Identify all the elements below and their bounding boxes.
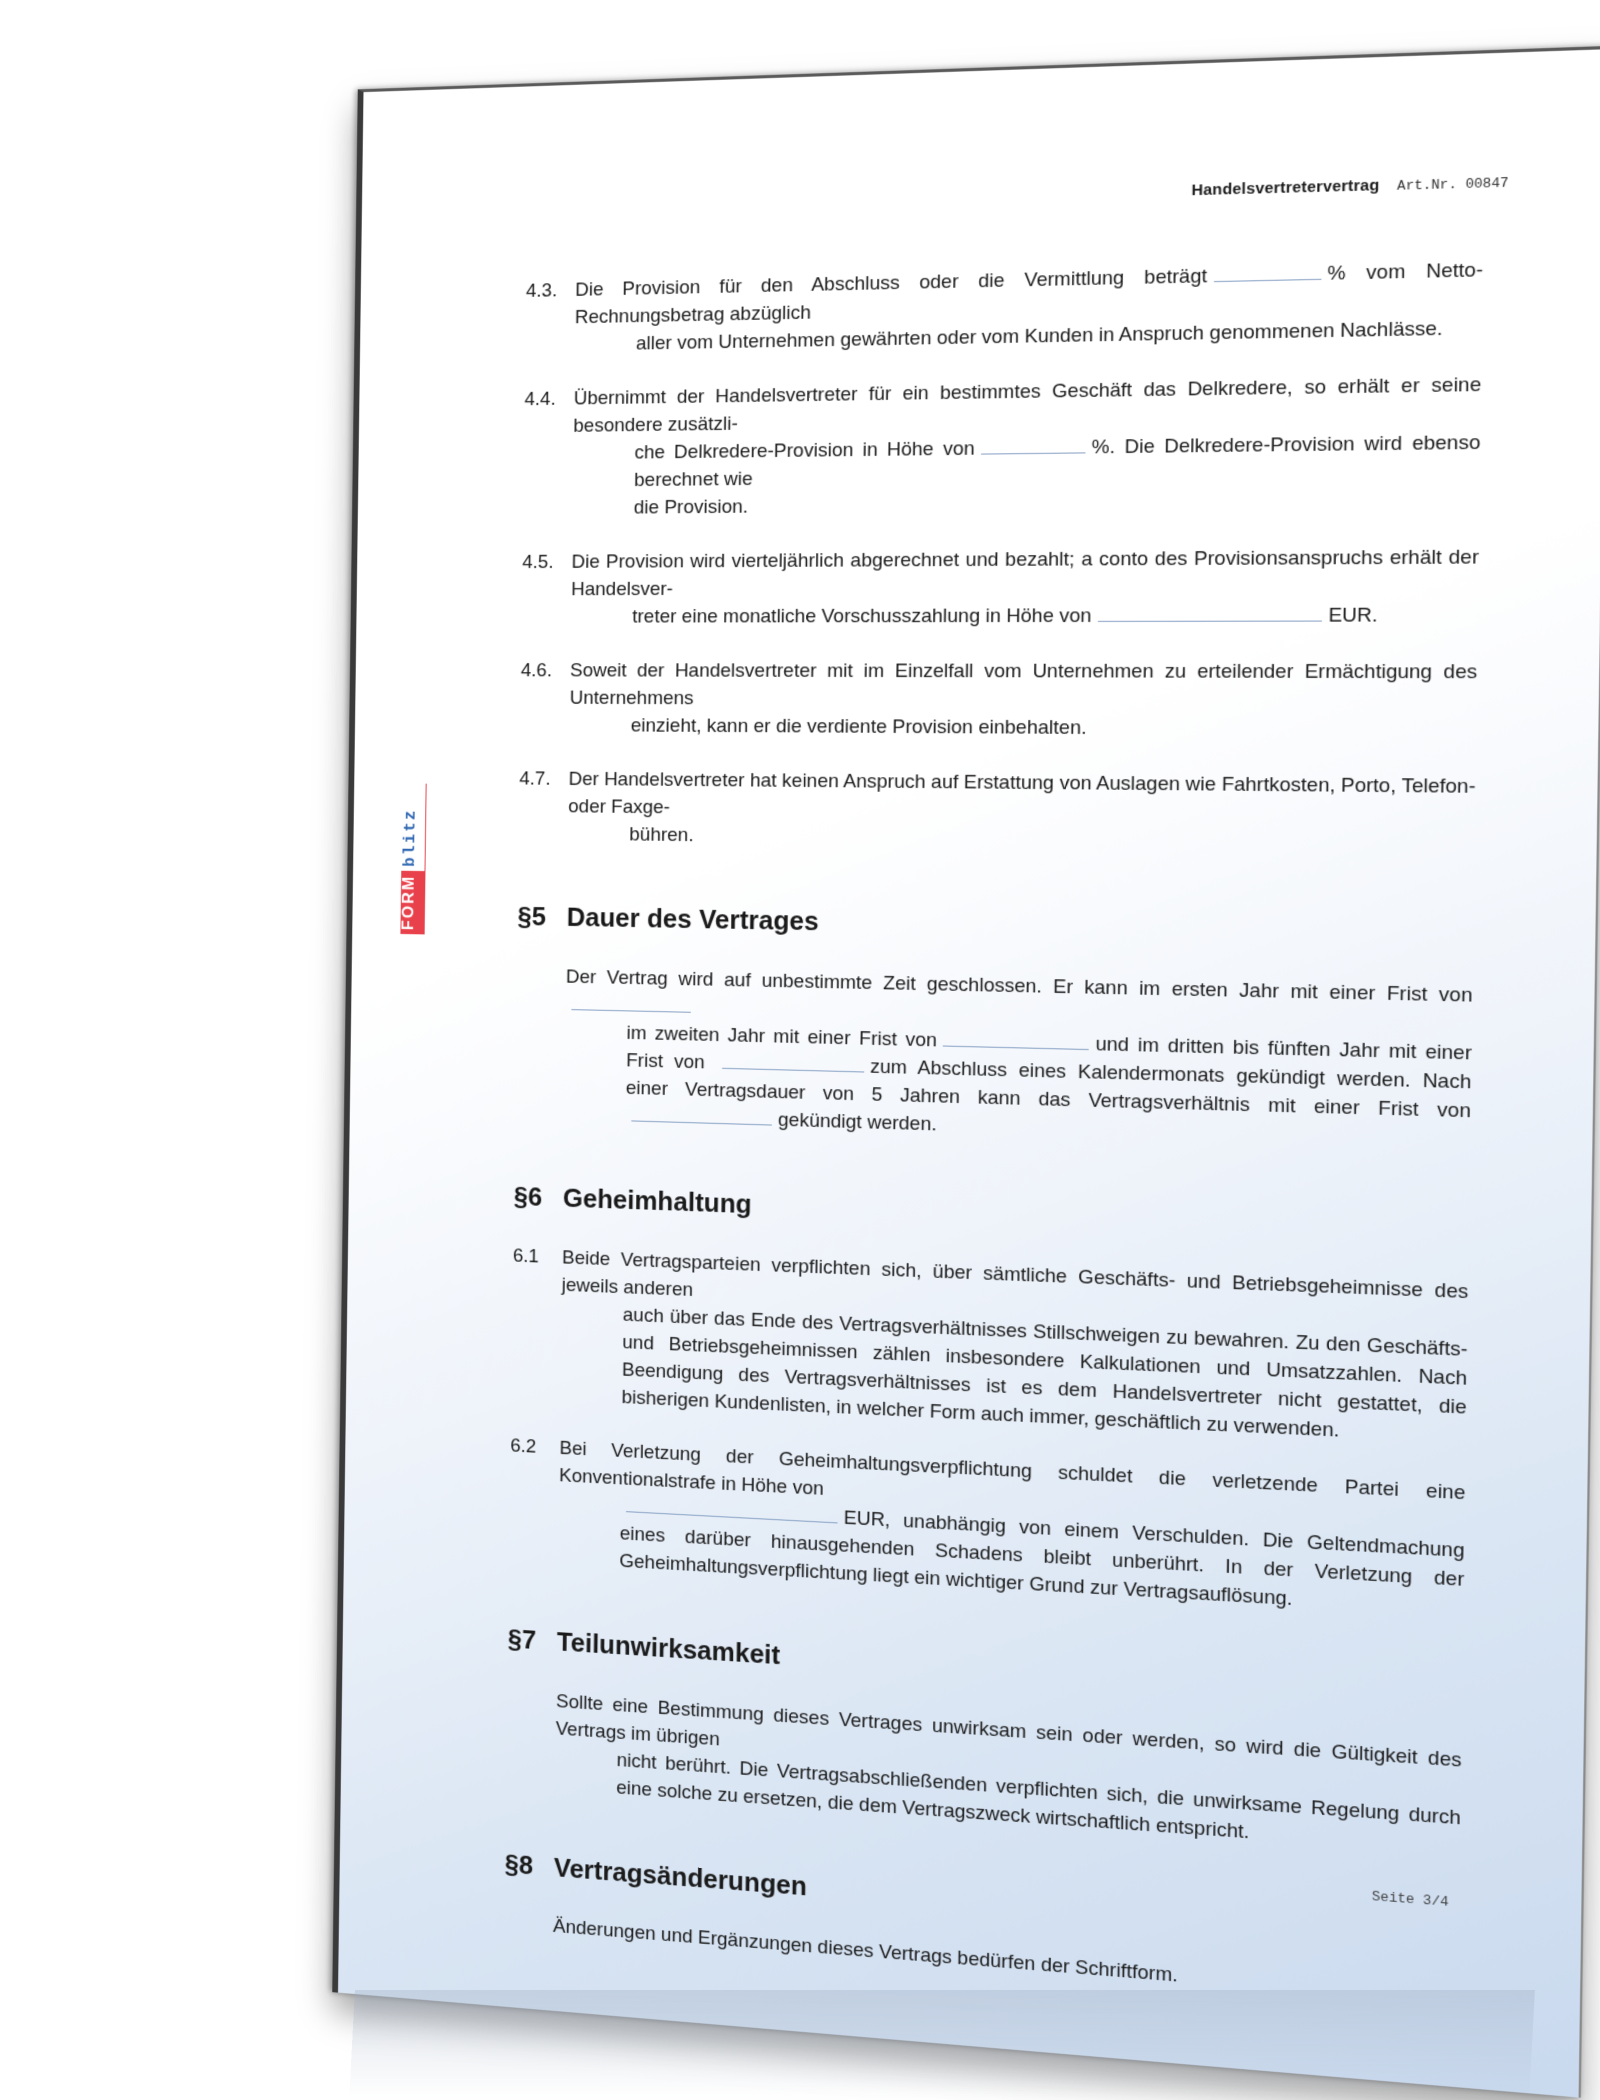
clause-number: 6.2 [510, 1435, 537, 1458]
document-body [504, 257, 1483, 2014]
section-5-heading [517, 898, 1473, 953]
brand-blitz: blitz [401, 808, 420, 867]
clause-text-start: Bei Verletzung der Geheimhaltungsverpflichtung schuldet die verletzende Partei eine Konventionalstrafe in Höhe von [558, 1437, 1466, 1505]
clause-6-1 [511, 1243, 1469, 1452]
continuation-start: che Delkredere-Provision in Höhe von [634, 437, 975, 464]
clause-text [574, 257, 1483, 360]
clause-text-start: Die Provision wird vierteljährlich abgerechnet und bezahlt; a conto des Provisionsanspruchs erhält der Handelsver- [571, 546, 1480, 600]
clause-continuation [558, 1490, 1465, 1624]
s5-continuation [564, 1019, 1472, 1156]
s7-first-line: Sollte eine Bestimmung dieses Vertrages unwirksam sein oder werden, so wird die Gültigkeit des Vertrags im übrigen [555, 1690, 1462, 1772]
clause-text-start: Beide Vertragsparteien verpflichten sich, über sämtliche Geschäfts- und Betriebsgeheimnisse des jeweils anderen [561, 1247, 1469, 1304]
clause-number: 4.5. [522, 551, 554, 573]
percent-blank-field[interactable] [1213, 264, 1321, 282]
clause-number: 4.6. [520, 659, 553, 682]
clause-4-3 [525, 257, 1483, 361]
clause-continuation: einzieht, kann er die verdiente Provision einbehalten. [630, 714, 1087, 739]
s5-line-4a: Jahren kann das Vertragsverhältnis mit einer Frist von [899, 1085, 1472, 1123]
page-reflection [349, 1990, 1535, 2100]
s5-line-1: Der Vertrag wird auf unbestimmte Zeit geschlossen. Er kann im ersten Jahr mit einer Frist von [565, 966, 1473, 1008]
clause-number: 4.4. [524, 388, 556, 411]
clause-text [571, 544, 1479, 631]
clause-number: 6.1 [512, 1245, 540, 1268]
clause-4-6 [520, 658, 1477, 745]
section-7-body [506, 1685, 1462, 1862]
clause-6-2 [509, 1433, 1466, 1624]
clause-continuation: aller vom Unternehmen gewährten oder vom Kunden in Anspruch genommenen Nachlässe. [635, 317, 1443, 355]
clause-text-start: Der Handelsvertreter hat keinen Anspruch auf Erstattung von Auslagen wie Fahrtkosten, Porto, Telefon- oder Faxge- [568, 768, 1476, 818]
clause-continuation [571, 602, 1479, 632]
notice-period-year3-5-blank-field[interactable] [722, 1054, 864, 1073]
page-number: Seite 3/4 [1371, 1888, 1449, 1911]
clause-text-start: Soweit der Handelsvertreter mit im Einzelfall vom Unternehmen zu erteilender Ermächtigung des Unternehmens [569, 659, 1478, 709]
clause-continuation: bühren. [629, 823, 694, 846]
section-title: Teilunwirksamkeit [556, 1625, 781, 1671]
section-6-heading [513, 1178, 1469, 1249]
clause-continuation-2: die Provision. [633, 496, 749, 519]
s5-line-2b: und im dritten bis fünften Jahr mit einer Frist von [626, 1033, 1472, 1074]
brand-form: FORM [400, 871, 424, 935]
clause-continuation [572, 429, 1480, 495]
section-number: §7 [507, 1622, 537, 1655]
section-5-body [515, 964, 1473, 1156]
clause-number: 4.7. [519, 767, 551, 790]
section-title: Dauer des Vertrages [566, 901, 819, 937]
clause-text [560, 1245, 1468, 1452]
clause-text-start: Die Provision für den Abschluss oder die Vermittlung beträgt [575, 265, 1208, 301]
notice-period-year1-blank-field[interactable] [571, 995, 691, 1013]
clause-text [572, 372, 1481, 523]
clause-number: 4.3. [525, 280, 558, 302]
s5-line-4b: gekündigt werden. [777, 1109, 937, 1136]
clause-4-7 [518, 766, 1475, 860]
formblitz-logo [400, 783, 427, 934]
clause-text [568, 766, 1476, 860]
continuation-start: treter eine monatliche Vorschusszahlung in Höhe von [632, 604, 1092, 628]
clause-text [569, 658, 1477, 745]
section-number: §5 [517, 901, 547, 933]
s7-continuation: nicht berührt. Die Vertragsabschließenden verpflichten sich, die unwirksame Regelung durch eine solche zu ersetzen, die dem Vertragszweck wirtschaftlich entspricht. [616, 1749, 1461, 1844]
s5-line-2a: im zweiten Jahr mit einer Frist von [626, 1022, 938, 1052]
advance-payment-blank-field[interactable] [1098, 605, 1322, 621]
penalty-amount-blank-field[interactable] [626, 1497, 838, 1524]
clause-4-4 [523, 372, 1482, 524]
clause-text-start: Übernimmt der Handelsvertreter für ein bestimmtes Geschäft das Delkredere, so erhält er seine besondere zusätzli- [573, 373, 1482, 437]
s5-line-3: zum Abschluss eines Kalendermonats gekündigt werden. Nach einer Vertragsdauer von 5 [625, 1056, 1472, 1107]
document-page [332, 46, 1600, 2098]
continuation-end: EUR. [1328, 604, 1378, 627]
clause-text [558, 1436, 1466, 1625]
section-number: §8 [504, 1847, 534, 1881]
clause-text-end: % vom Netto-Rechnungsbetrag abzüglich [574, 259, 1484, 329]
section-number: §6 [513, 1180, 543, 1213]
continuation-end: %. Die Delkredere-Provision wird ebenso berechnet wie [633, 431, 1481, 491]
page-header [1191, 173, 1508, 200]
clause-continuation: auch über das Ende des Vertragsverhältnisses Stillschweigen zu bewahren. Zu den Geschäfts- und Betriebsgeheimnissen zählen insbesondere Kalkulationen und Umsatzzahlen. Nach Beendigung des Vertragsverhältnisses ist es dem Handelsvertreter nicht gestattet, die bisherigen Kundenlisten, in welcher Form auch immer, geschäftlich zu verwenden. [621, 1304, 1468, 1442]
document-title: Handelsvertretervertrag [1191, 176, 1380, 200]
notice-period-after5-blank-field[interactable] [631, 1106, 772, 1125]
section-title: Vertragsänderungen [553, 1851, 808, 1902]
clause-4-5 [521, 544, 1479, 631]
continuation-text: EUR, unabhängig von einem Verschulden. Die Geltendmachung eines darüber hinausgehenden Schadens bleibt unberührt. In der Verletzung der Geheimhaltungsverpflichtung liegt ein wichtiger Grund zur Vertragsauflösung. [619, 1507, 1465, 1611]
delkredere-percent-blank-field[interactable] [981, 438, 1086, 455]
article-number: Art.Nr. 00847 [1397, 174, 1509, 194]
notice-period-year2-blank-field[interactable] [943, 1031, 1089, 1050]
brand-mark [400, 783, 426, 934]
s8-text: Änderungen und Ergänzungen dieses Vertrags bedürfen der Schriftform. [552, 1916, 1178, 1988]
section-title: Geheimhaltung [562, 1182, 753, 1220]
